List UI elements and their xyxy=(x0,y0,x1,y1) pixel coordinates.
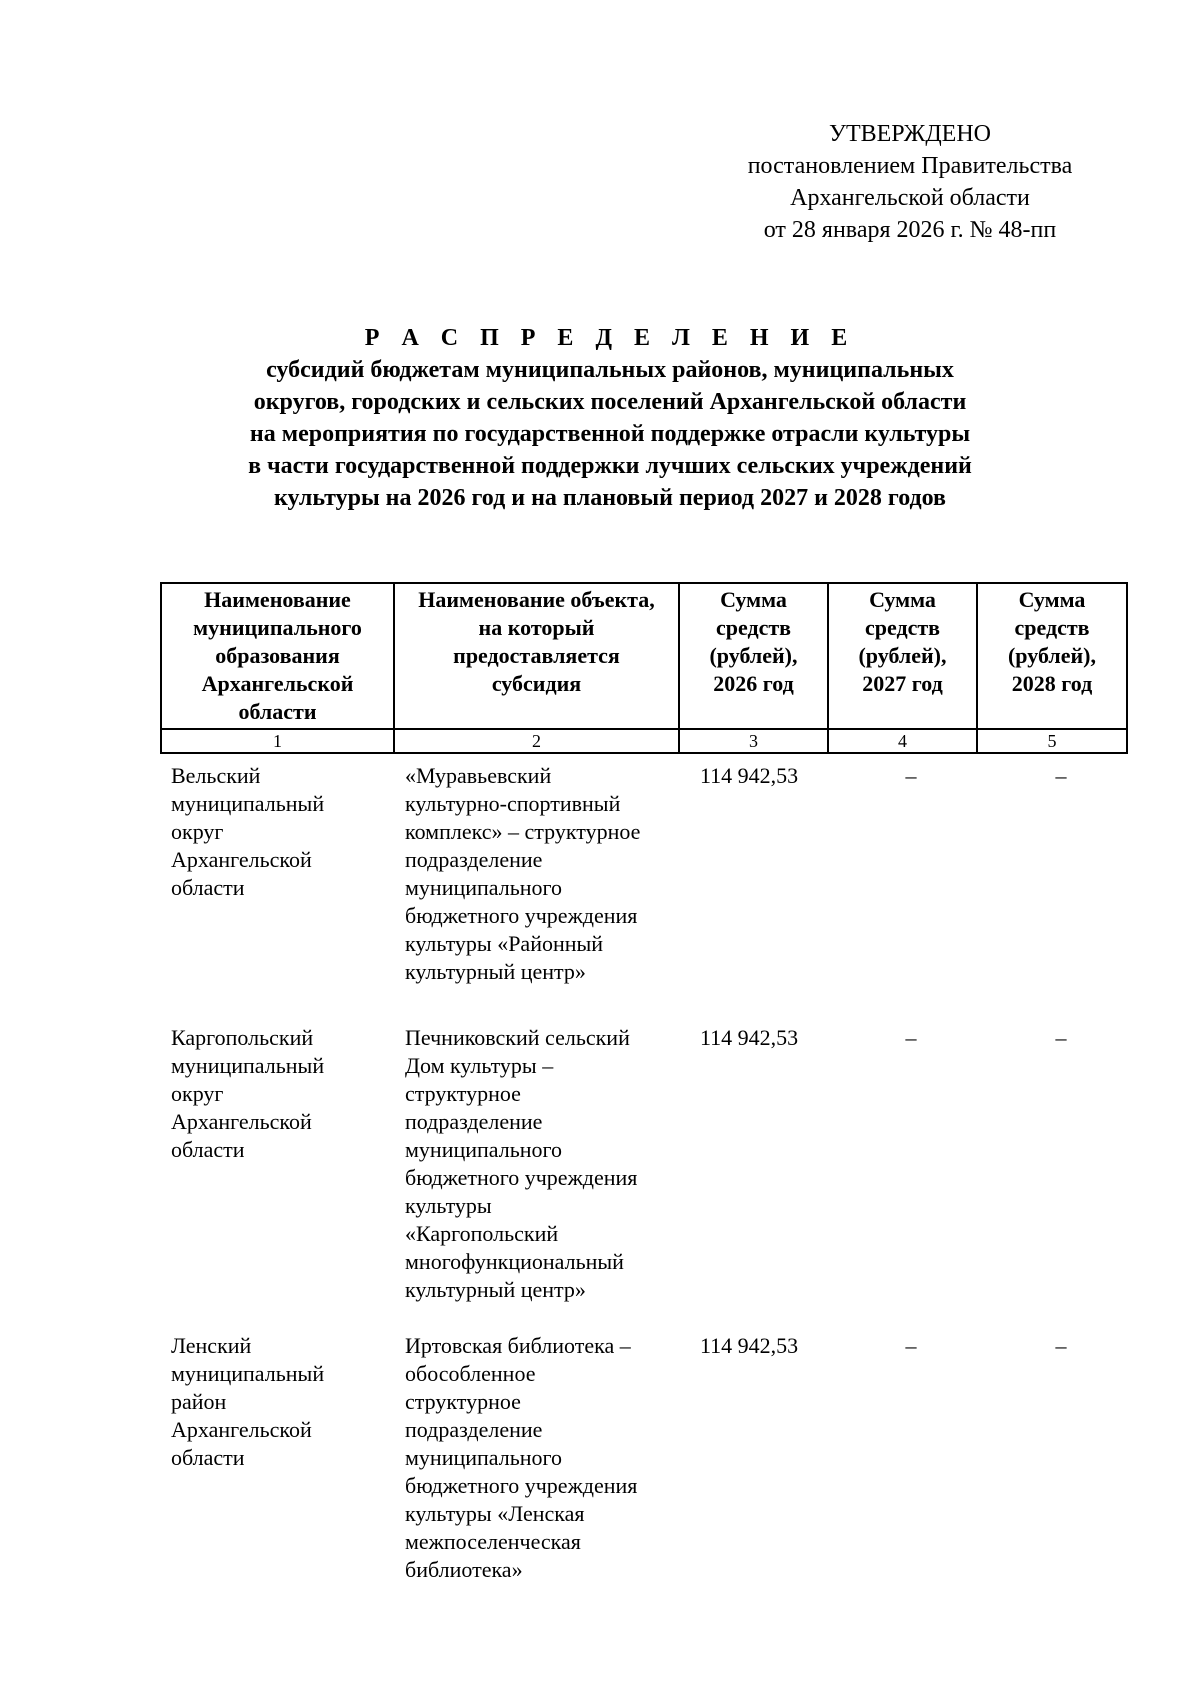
approval-line: Архангельской области xyxy=(790,185,1030,211)
column-number: 4 xyxy=(828,729,977,753)
column-number: 2 xyxy=(394,729,679,753)
cell-sum-2028: – xyxy=(1055,1333,1067,1358)
cell-sum-2028: – xyxy=(1055,1025,1067,1050)
title-line: в части государственной поддержки лучших сельских учреждений xyxy=(248,453,972,479)
cell-sum-2026: 114 942,53 xyxy=(700,1025,799,1050)
distribution-table-header xyxy=(160,582,1128,754)
cell-municipality: Вельский муниципальный округ Архангельской области xyxy=(171,763,325,900)
approval-date: от 28 января 2026 г. № 48-пп xyxy=(763,217,1057,243)
title-line: округов, городских и сельских поселений Архангельской области xyxy=(253,389,967,415)
column-number: 3 xyxy=(679,729,828,753)
column-number: 5 xyxy=(977,729,1127,753)
column-number: 1 xyxy=(161,729,394,753)
approval-block xyxy=(700,118,1120,246)
header-municipality: Наименование муниципального образования Архангельской области xyxy=(161,583,394,729)
approval-heading: УТВЕРЖДЕНО xyxy=(828,121,992,147)
header-sum-2026: Сумма средств (рублей), 2026 год xyxy=(679,583,828,729)
cell-object: Печниковский сельский Дом культуры – структурное подразделение муниципального бюджетного учреждения культуры «Каргопольский многофункциональный культурный центр» xyxy=(405,1025,638,1302)
title-line: культуры на 2026 год и на плановый период 2027 и 2028 годов xyxy=(273,485,947,511)
cell-object: «Муравьевский культурно-спортивный комплекс» – структурное подразделение муниципального бюджетного учреждения культуры «Районный культурный центр» xyxy=(405,763,641,984)
cell-municipality: Ленский муниципальный район Архангельской области xyxy=(171,1333,325,1470)
header-object: Наименование объекта, на который предоставляется субсидия xyxy=(394,583,679,729)
cell-object: Иртовская библиотека – обособленное структурное подразделение муниципального бюджетного учреждения культуры «Ленская межпоселенческая библиотека» xyxy=(405,1333,638,1582)
cell-sum-2027: – xyxy=(905,1333,917,1358)
cell-sum-2028: – xyxy=(1055,763,1067,788)
header-sum-2027: Сумма средств (рублей), 2027 год xyxy=(828,583,977,729)
title-main: Р А С П Р Е Д Е Л Е Н И Е xyxy=(364,325,856,351)
approval-line: постановлением Правительства xyxy=(747,153,1073,179)
title-line: субсидий бюджетам муниципальных районов, муниципальных xyxy=(266,357,954,383)
title-line: на мероприятия по государственной поддержке отрасли культуры xyxy=(249,421,971,447)
cell-municipality: Каргопольский муниципальный округ Архангельской области xyxy=(171,1025,325,1162)
cell-sum-2027: – xyxy=(905,1025,917,1050)
document-title xyxy=(150,322,1070,514)
header-sum-2028: Сумма средств (рублей), 2028 год xyxy=(977,583,1127,729)
cell-sum-2026: 114 942,53 xyxy=(700,1333,799,1358)
cell-sum-2027: – xyxy=(905,763,917,788)
cell-sum-2026: 114 942,53 xyxy=(700,763,799,788)
